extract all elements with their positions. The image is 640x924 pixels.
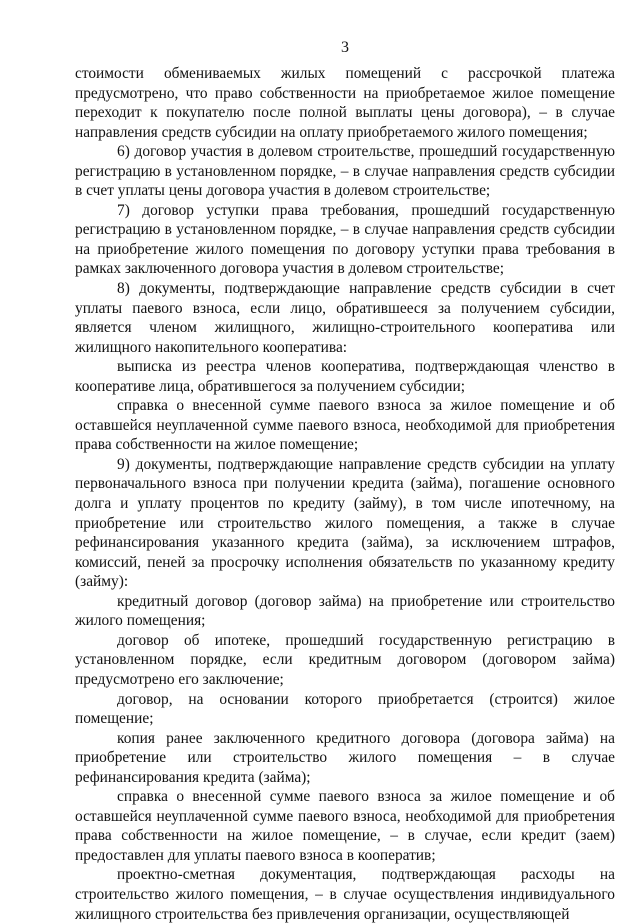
paragraph-item-9-contract: договор, на основании которого приобретается (строится) жилое помещение; (75, 690, 615, 728)
paragraph-item-9-mortgage: договор об ипотеке, прошедший государственную регистрацию в установленном порядке, если кредитным договором (договором займа) предусмотрено его заключение; (75, 631, 615, 688)
paragraph-item-8-extract: выписка из реестра членов кооператива, подтверждающая членство в кооперативе лица, обратившегося за получением субсидии; (75, 358, 615, 395)
document-body (75, 64, 615, 924)
page-number: 3 (341, 39, 349, 56)
paragraph-item-9-design-docs: проектно-сметная документация, подтверждающая расходы на строительство жилого помещения, – в случае осуществления индивидуального жилищного строительства без привлечения организации, осуществляющей (75, 866, 615, 923)
paragraph-item-9-certificate: справка о внесенной сумме паевого взноса за жилое помещение и об оставшейся неуплаченной сумме паевого взноса, необходимой для приобретения права собственности на жилое помещение, – в случае, если кредит (заем) предоставлен для уплаты паевого взноса в кооператив; (75, 788, 615, 864)
paragraph-continuation: стоимости обмениваемых жилых помещений с рассрочкой платежа предусмотрено, что право собственности на приобретаемое жилое помещение переходит к покупателю после полной выплаты цены договора), – в случае направления средств субсидии на оплату приобретаемого жилого помещения; (75, 65, 615, 141)
paragraph-item-9-credit-agreement: кредитный договор (договор займа) на приобретение или строительство жилого помещения; (75, 592, 615, 630)
paragraph-item-6: 6) договор участия в долевом строительстве, прошедший государственную регистрацию в установленном порядке, – в случае направления средств субсидии в счет уплаты цены договора участия в долевом строительстве; (75, 143, 615, 200)
paragraph-item-8: 8) документы, подтверждающие направление средств субсидии в счет уплаты паевого взноса, если лицо, обратившееся за получением субсидии, является членом жилищного, жилищно-строительного кооператива или жилищного накопительного кооператива: (75, 280, 615, 356)
paragraph-item-7: 7) договор уступки права требования, прошедший государственную регистрацию в установленном порядке, – в случае направления средств субсидии на приобретение жилого помещения по договору уступки права требования в рамках заключенного договора участия в долевом строительстве; (75, 201, 615, 278)
paragraph-item-9: 9) документы, подтверждающие направление средств субсидии на уплату первоначального взноса при получении кредита (займа), погашение основного долга и уплату процентов по кредиту (займу), в том числе ипотечному, на приобретение или строительство жилого помещения, а также в случае рефинансирования указанного кредита (займа), за исключением штрафов, комиссий, пеней за просрочку исполнения обязательств по указанному кредиту (займу): (75, 455, 615, 591)
paragraph-item-9-copy: копия ранее заключенного кредитного договора (договора займа) на приобретение или строительство жилого помещения – в случае рефинансирования кредита (займа); (75, 729, 615, 786)
paragraph-item-8-certificate: справка о внесенной сумме паевого взноса за жилое помещение и об оставшейся неуплаченной сумме паевого взноса, необходимой для приобретения права собственности на жилое помещение; (75, 397, 615, 454)
